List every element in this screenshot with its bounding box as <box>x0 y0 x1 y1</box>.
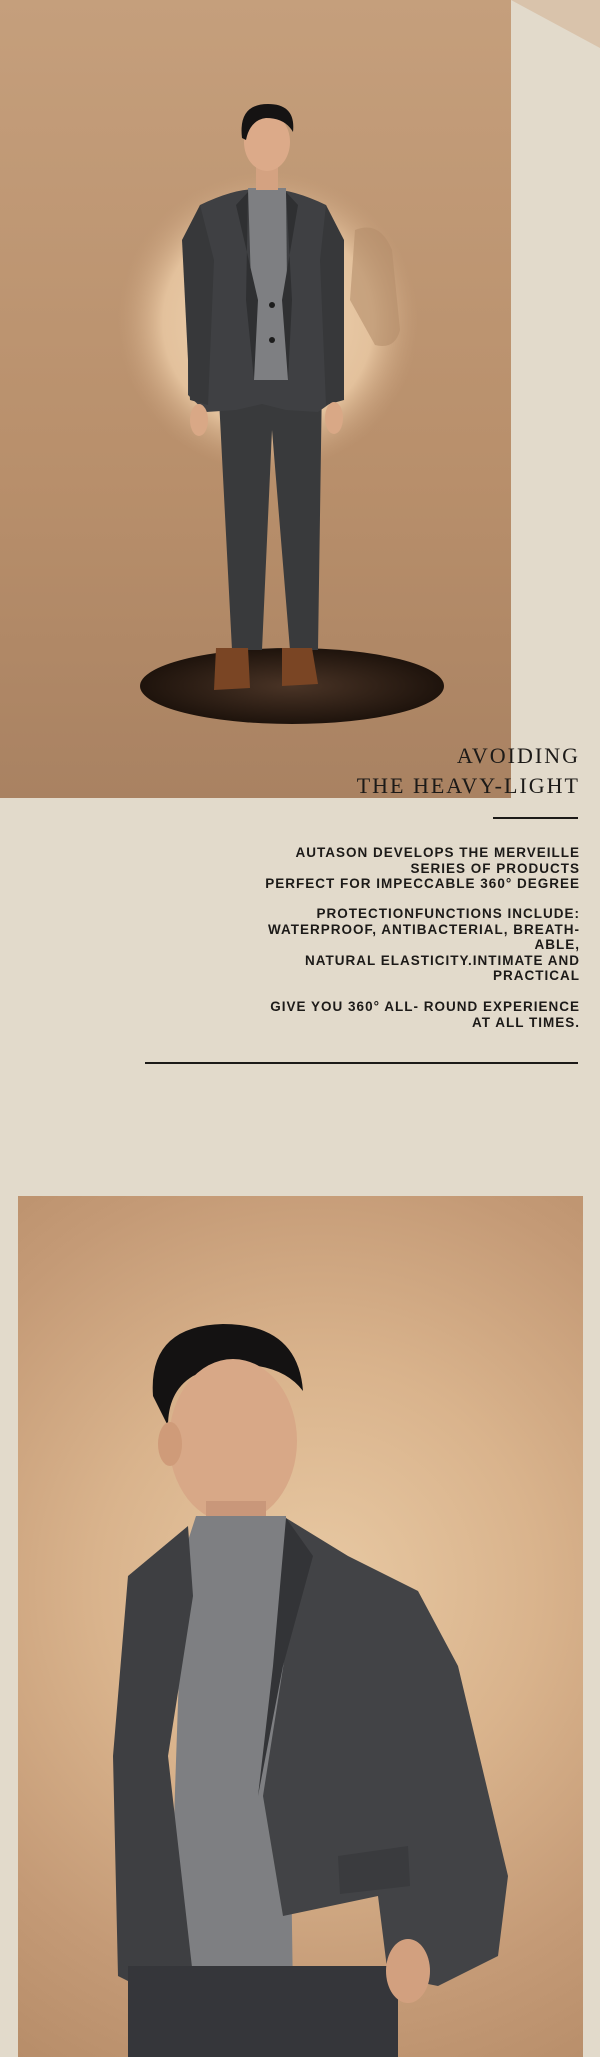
paragraph-line: WATERPROOF, ANTIBACTERIAL, BREATH- <box>268 921 580 937</box>
paragraph-line: NATURAL ELASTICITY.INTIMATE AND <box>305 952 580 968</box>
trousers <box>128 1966 398 2057</box>
jacket-button <box>269 302 275 308</box>
headline-underline <box>493 817 578 819</box>
left-hand <box>190 404 208 436</box>
right-hand <box>325 402 343 434</box>
paragraph-1 <box>180 845 580 892</box>
paragraph-3 <box>180 999 580 1030</box>
paragraph-line: ABLE, <box>534 937 580 952</box>
paragraph-line: SERIES OF PRODUCTS <box>410 860 580 876</box>
hand <box>386 1939 430 2003</box>
paragraph-line: AT ALL TIMES. <box>472 1014 580 1030</box>
paragraph-line: PROTECTIONFUNCTIONS INCLUDE: <box>316 906 580 921</box>
headline-line-1: AVOIDING <box>456 743 580 768</box>
ear <box>158 1422 182 1466</box>
corner-accent <box>511 0 600 48</box>
headline-line-2: THE HEAVY-LIGHT <box>356 773 580 798</box>
section-divider <box>145 1062 578 1064</box>
left-shoe <box>214 648 250 690</box>
paragraph-2 <box>180 906 580 984</box>
right-shoe <box>282 648 318 686</box>
portrait-photo <box>18 1196 583 2057</box>
paragraph-line: GIVE YOU 360° ALL- ROUND EXPERIENCE <box>270 999 580 1014</box>
paragraph-line: PRACTICAL <box>493 968 580 983</box>
full-body-model-illustration <box>0 0 511 798</box>
full-body-photo <box>0 0 511 798</box>
trousers <box>218 380 322 650</box>
paragraph-line: PERFECT FOR IMPECCABLE 360° DEGREE <box>265 876 580 891</box>
paragraph-line: AUTASON DEVELOPS THE MERVEILLE <box>295 845 580 860</box>
jacket-button <box>269 337 275 343</box>
face <box>169 1359 297 1523</box>
portrait-model-illustration <box>18 1196 583 2057</box>
